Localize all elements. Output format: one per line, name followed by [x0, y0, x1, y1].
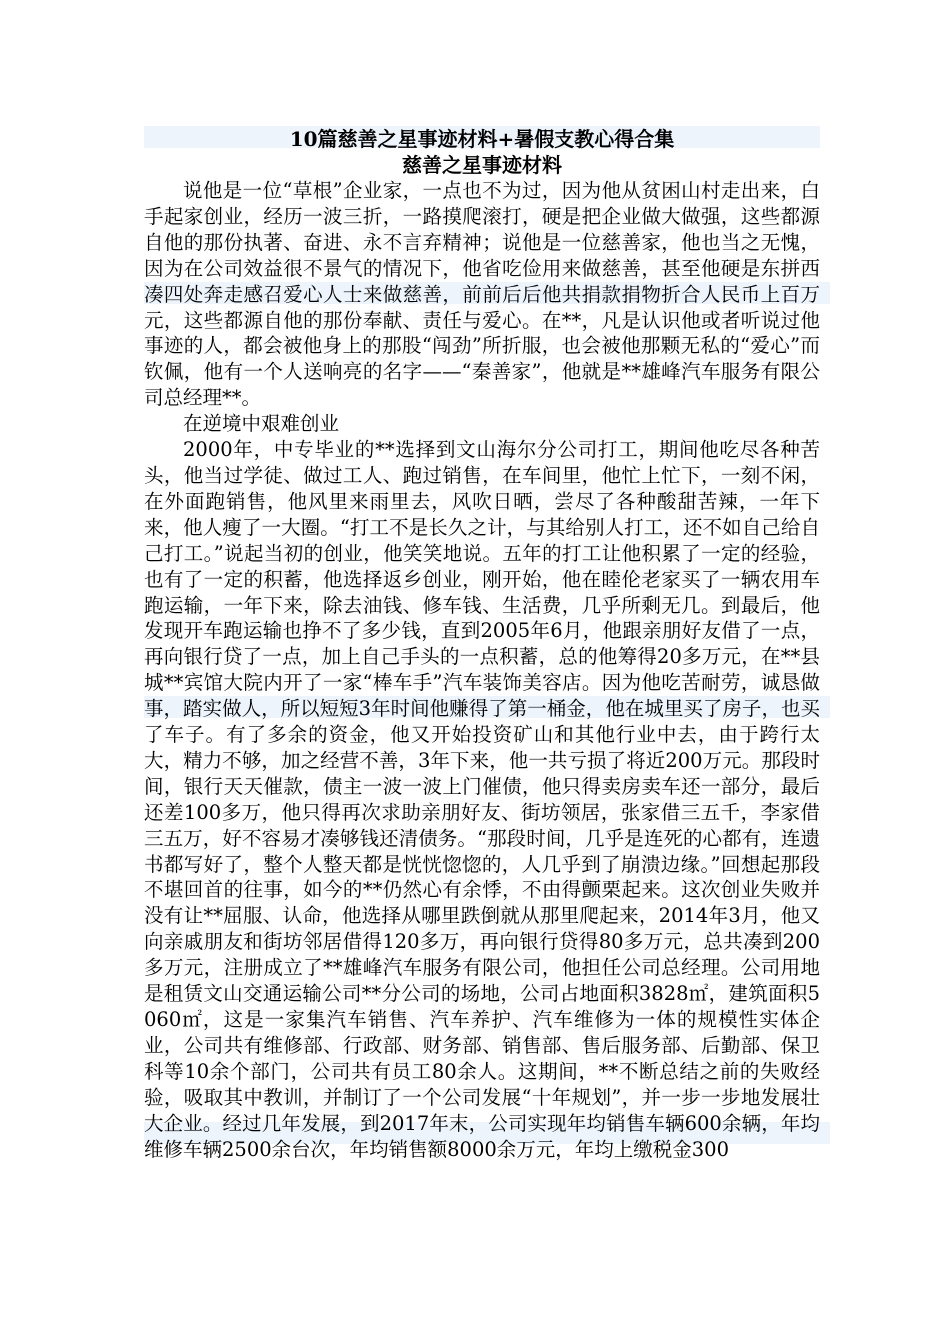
paragraph-intro: 说他是一位“草根”企业家，一点也不为过，因为他从贫困山村走出来，白手起家创业，经历一波三折，一路摸爬滚打，硬是把企业做大做强，这些都源自他的那份执著、奋进、永不言弃精神；说他是一位慈善家，他也当之无愧，因为在公司效益很不景气的情况下，他省吃俭用来做慈善，甚至他硬是东拼西凑四处奔走感召爱心人士来做慈善，前前后后他共捐款捐物折合人民币上百万元，这些都源自他的那份奉献、责任与爱心。在**，凡是认识他或者听说过他事迹的人，都会被他身上的那股“闯劲”所折服，也会被他那颗无私的“爱心”而钦佩，他有一个人送响亮的名字——“秦善家”，他就是**雄峰汽车服务有限公司总经理**。	[144, 179, 820, 410]
document-title: 10篇慈善之星事迹材料+暑假支教心得合集	[289, 127, 675, 151]
section-title: 慈善之星事迹材料	[402, 153, 562, 177]
paragraph-heading: 在逆境中艰难创业	[183, 412, 340, 436]
document-body	[144, 178, 820, 1162]
paragraph-story: 2000年，中专毕业的**选择到文山海尔分公司打工，期间他吃尽各种苦头，他当过学徒、做过工人、跑过销售，在车间里，他忙上忙下，一刻不闲，在外面跑销售，他风里来雨里去，风吹日晒，尝尽了各种酸甜苦辣，一年下来，他人瘦了一大圈。“打工不是长久之计，与其给别人打工，还不如自己给自己打工。”说起当初的创业，他笑笑地说。五年的打工让他积累了一定的经验，也有了一定的积蓄，他选择返乡创业，刚开始，他在睦伦老家买了一辆农用车跑运输，一年下来，除去油钱、修车钱、生活费，几乎所剩无几。到最后，他发现开车跑运输也挣不了多少钱，直到2005年6月，他跟亲朋好友借了一点，再向银行贷了一点，加上自己手头的一点积蓄，总的他筹得20多万元，在**县城**宾馆大院内开了一家“棒车手”汽车装饰美容店。因为他吃苦耐劳，诚恳做事，踏实做人，所以短短3年时间他赚得了第一桶金，他在城里买了房子，也买了车子。有了多余的资金，他又开始投资矿山和其他行业中去，由于跨行太大，精力不够，加之经营不善，3年下来，他一共亏损了将近200万元。那段时间，银行天天催款，债主一波一波上门催债，他只得卖房卖车还一部分，最后还差100多万，他只得再次求助亲朋好友、街坊领居，张家借三五千，李家借三五万，好不容易才凑够钱还清债务。“那段时间，几乎是连死的心都有，连遗书都写好了，整个人整天都是恍恍惚惚的，人几乎到了崩溃边缘。”回想起那段不堪回首的往事，如今的**仍然心有余悸，不由得颤栗起来。这次创业失败并没有让**屈服、认命，他选择从哪里跌倒就从那里爬起来，2014年3月，他又向亲戚朋友和街坊邻居借得120多万，再向银行贷得80多万元，总共凑到200多万元，注册成立了**雄峰汽车服务有限公司，他担任公司总经理。公司用地是租赁文山交通运输公司**分公司的场地，公司占地面积3828㎡，建筑面积5060㎡，这是一家集汽车销售、汽车养护、汽车维修为一体的规模性实体企业，公司共有维修部、行政部、财务部、销售部、售后服务部、后勤部、保卫科等10余个部门，公司共有员工80余人。这期间，**不断总结之前的失败经验，吸取其中教训，并制订了一个公司发展“十年规划”，并一步一步地发展壮大企业。经过几年发展，到2017年末，公司实现年均销售车辆600余辆，年均维修车辆2500余台次，年均销售额8000余万元，年均上缴税金300	[144, 438, 820, 1161]
document-content	[144, 126, 820, 1162]
